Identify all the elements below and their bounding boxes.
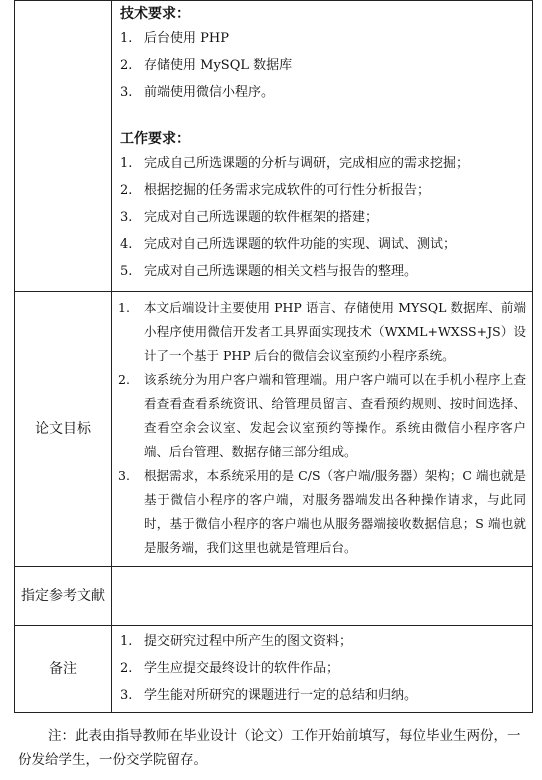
list-item: 1. 本文后端设计主要使用 PHP 语言、存储使用 MYSQL 数据库、前端小程序使用微信开发者工具界面实现技术（WXML+WXSS+JS）设计了一个基于 PHP 后台的微信会议室预约小程序系统。 (118, 300, 526, 363)
tech-requirements-heading: 技术要求： (120, 6, 190, 22)
remarks-content-cell (112, 626, 533, 713)
goals-list (118, 296, 526, 560)
work-requirements-list (120, 150, 532, 285)
list-item: 1. 后台使用 PHP (120, 31, 229, 46)
list-item: 5. 完成对自己所选课题的相关文档与报告的整理。 (120, 264, 418, 279)
list-item: 1. 完成自己所选课题的分析与调研，完成相应的需求挖掘； (120, 156, 470, 171)
list-item: 2. 存储使用 MySQL 数据库 (120, 58, 293, 73)
goals-row (15, 292, 533, 567)
list-item: 4. 完成对自己所选课题的软件功能的实现、调试、测试； (120, 237, 457, 252)
footer-note: 注：此表由指导教师在毕业设计（论文）工作开始前填写，每位毕业生两份，一份发给学生，一份交学院留存。 (18, 727, 521, 768)
list-item: 3. 根据需求，本系统采用的是 C/S（客户端/服务器）架构；C 端也就是基于微信小程序的客户端，对服务器端发出各种操作请求，与此同时，基于微信小程序的客户端也从服务器端接收数据信息；S 端也就是服务端，我们这里也就是管理后台。 (118, 468, 526, 555)
requirements-row (15, 1, 533, 292)
requirements-label-cell (15, 1, 112, 292)
list-item: 2. 根据挖掘的任务需求完成软件的可行性分析报告； (120, 183, 431, 198)
goals-label: 论文目标 (15, 292, 112, 567)
references-row (15, 567, 533, 626)
list-item: 2. 学生应提交最终设计的软件作品； (120, 661, 340, 676)
remarks-label: 备注 (15, 626, 112, 713)
list-item: 3. 学生能对所研究的课题进行一定的总结和归纳。 (120, 688, 418, 703)
goals-content-cell (112, 292, 533, 567)
tech-requirements-list (120, 25, 532, 106)
list-item: 3. 完成对自己所选课题的软件框架的搭建； (120, 210, 379, 225)
list-item: 2. 该系统分为用户客户端和管理端。用户客户端可以在手机小程序上查看查看查看系统资讯、给管理员留言、查看预约规则、按时间选择、查看空余会议室、发起会议室预约等操作。系统由微信小程序客户端、后台管理、数据存储三部分组成。 (118, 372, 526, 459)
list-item: 1. 提交研究过程中所产生的图文资料； (120, 634, 353, 649)
list-item: 3. 前端使用微信小程序。 (120, 85, 275, 100)
references-label: 指定参考文献 (15, 567, 112, 626)
requirements-content-cell (112, 1, 533, 292)
work-requirements-heading: 工作要求： (120, 131, 190, 147)
task-form-table (14, 0, 533, 713)
remarks-list (120, 628, 532, 709)
remarks-row (15, 626, 533, 713)
references-content-cell (112, 567, 533, 626)
